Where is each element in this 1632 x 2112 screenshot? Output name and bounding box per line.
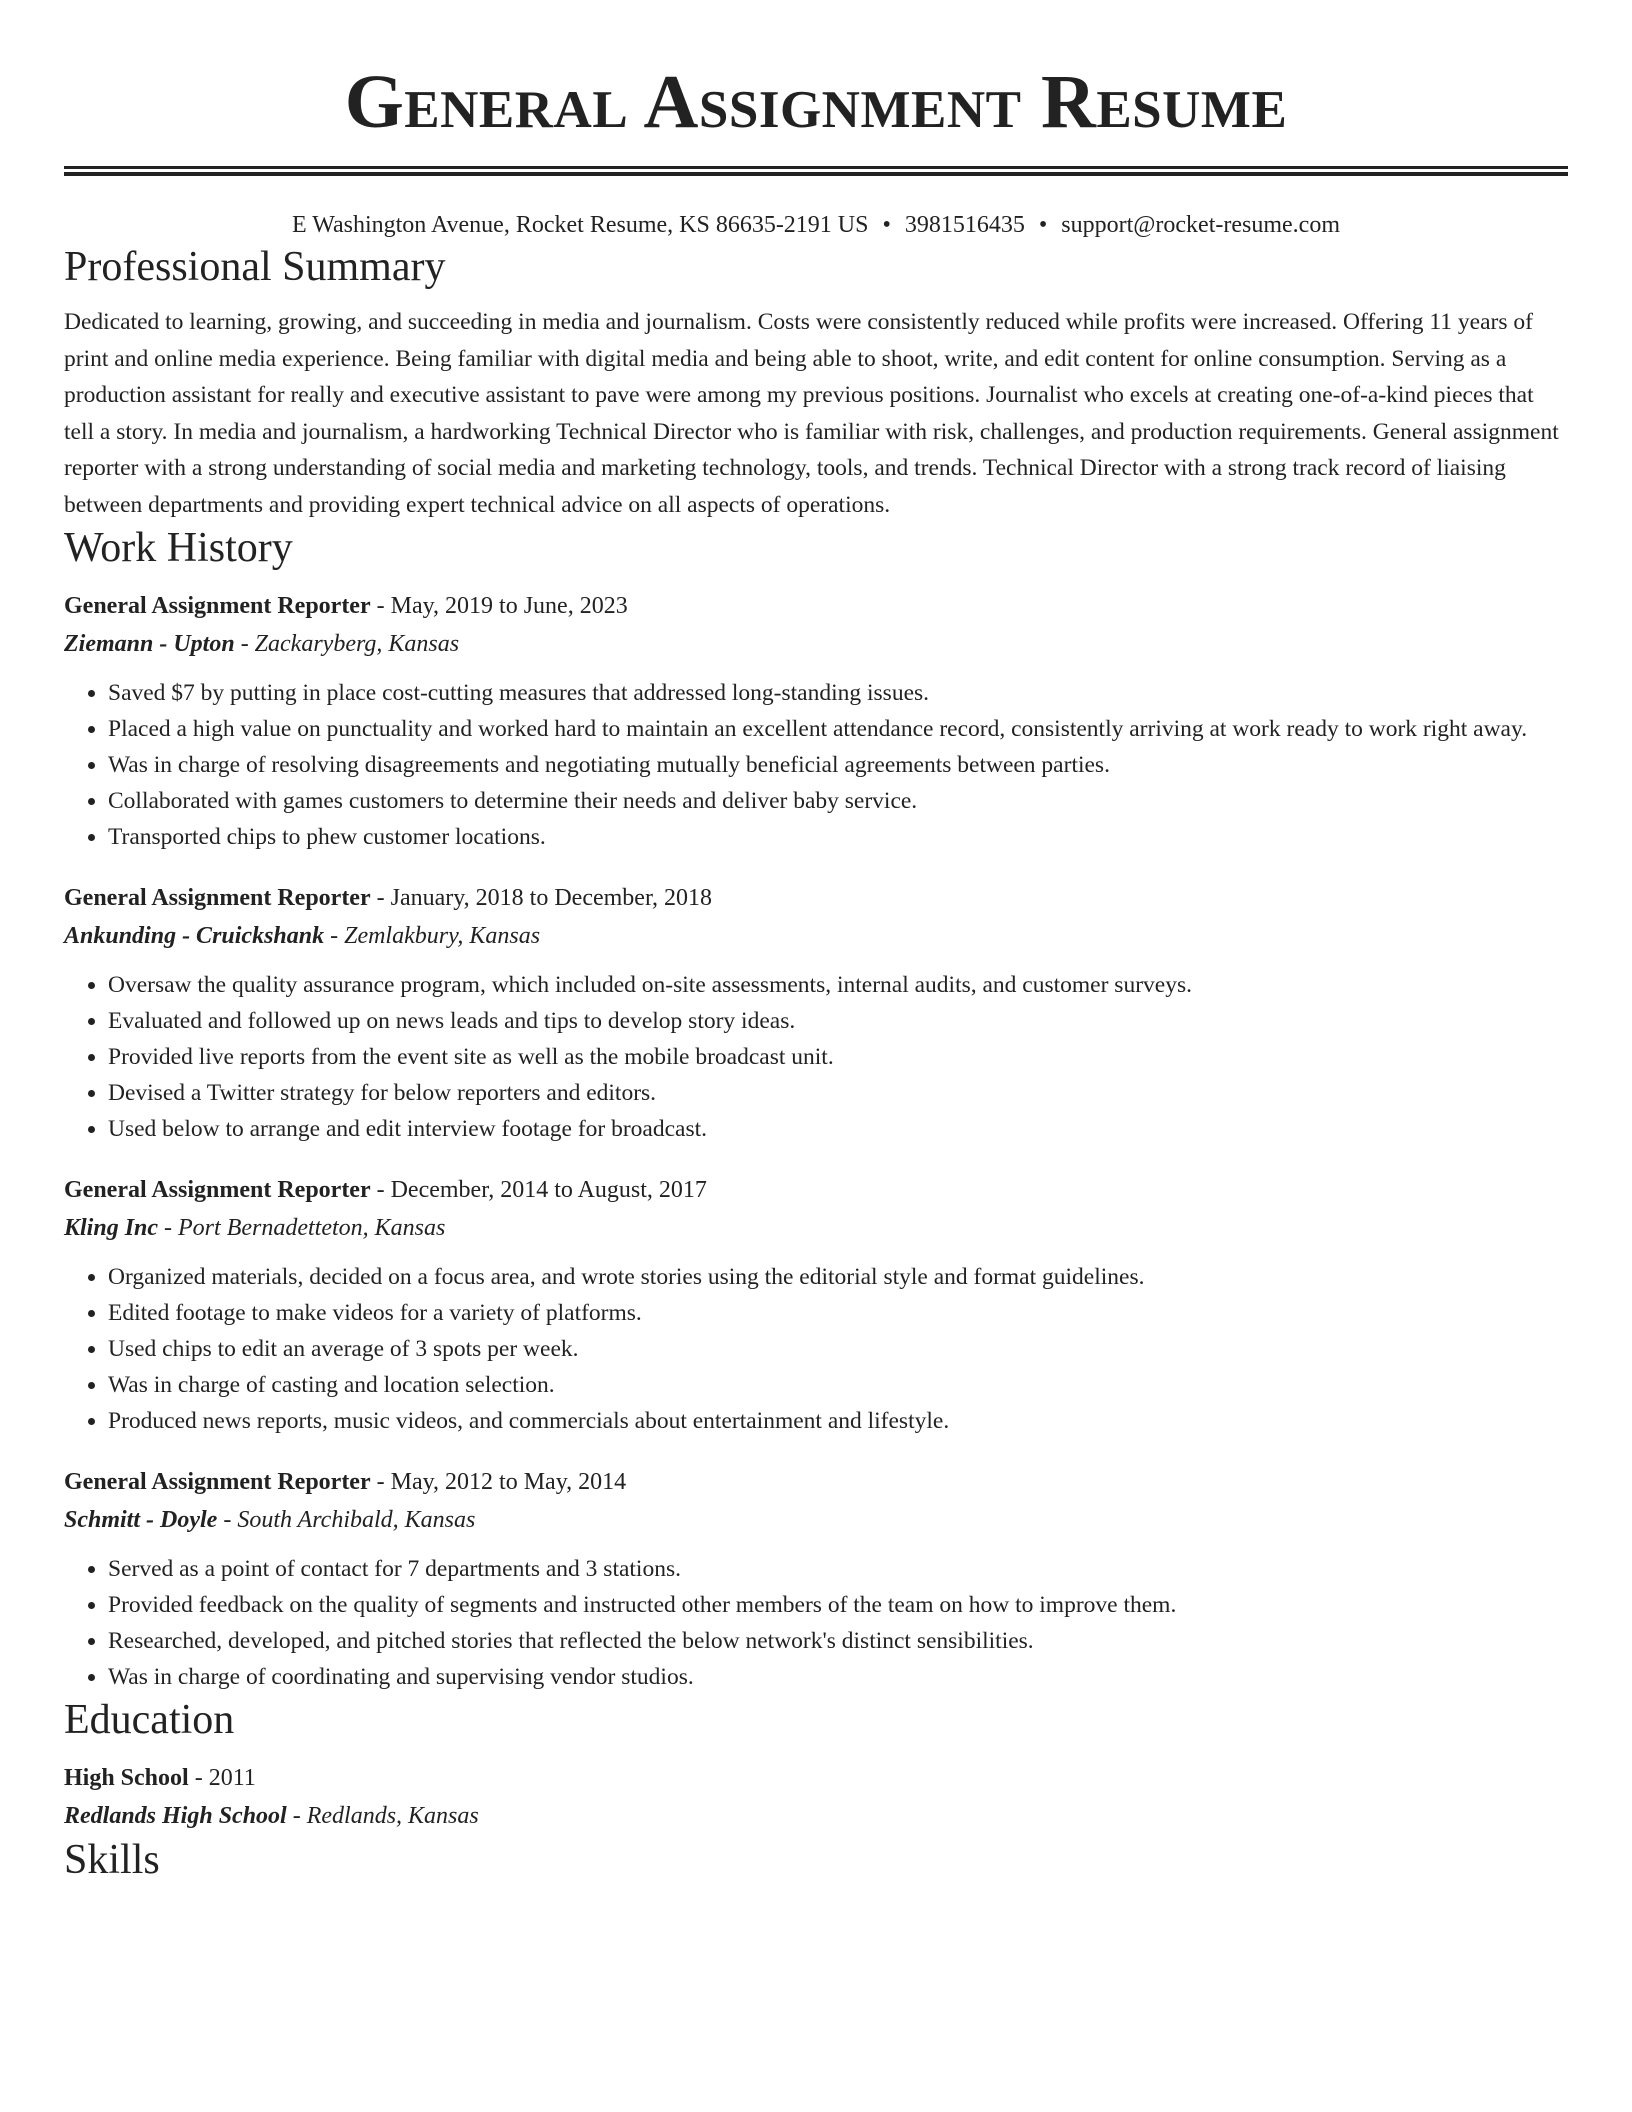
work-history-heading: Work History [64, 525, 293, 571]
list-item: • Transported chips to phew customer locations. [108, 819, 1568, 855]
list-item: • Was in charge of resolving disagreements and negotiating mutually beneficial agreements between parties. [108, 747, 1568, 783]
job-entry [64, 879, 1568, 1147]
job-entry [64, 1171, 1568, 1439]
job-title-line [64, 879, 1568, 917]
job-bullets [64, 1551, 1568, 1695]
job-location: - Port Bernadetteton, Kansas [158, 1215, 446, 1241]
education-degree: High School [64, 1765, 189, 1791]
title-divider [64, 166, 1568, 176]
job-title: General Assignment Reporter [64, 885, 371, 911]
job-title-line [64, 1463, 1568, 1501]
list-item: • Researched, developed, and pitched stories that reflected the below network's distinct sensibilities. [108, 1623, 1568, 1659]
job-bullets [64, 1259, 1568, 1439]
job-entry [64, 1463, 1568, 1695]
job-company-line [64, 1209, 1568, 1247]
education-heading: Education [64, 1697, 235, 1743]
job-title: General Assignment Reporter [64, 1469, 371, 1495]
skills-heading: Skills [64, 1837, 160, 1883]
job-entry [64, 587, 1568, 855]
summary-heading: Professional Summary [64, 244, 446, 290]
summary-text: Dedicated to learning, growing, and succeeding in media and journalism. Costs were consistently reduced while profits were increased. Offering 11 years of print and online media experience. Being familiar with digital media and being able to shoot, write, and edit content for online consumption. Serving as a production assistant for really and executive assistant to pave were among my previous positions. Journalist who excels at creating one-of-a-kind pieces that tell a story. In media and journalism, a hardworking Technical Director who is familiar with risk, challenges, and production requirements. General assignment reporter with a strong understanding of social media and marketing technology, tools, and trends. Technical Director with a strong track record of liaising between departments and providing expert technical advice on all aspects of operations. [64, 309, 1559, 518]
contact-line [64, 208, 1568, 242]
resume-page [64, 0, 1568, 1885]
list-item: • Placed a high value on punctuality and worked hard to maintain an excellent attendance record, consistently arriving at work ready to work right away. [108, 711, 1568, 747]
list-item: • Used chips to edit an average of 3 spots per week. [108, 1331, 1568, 1367]
job-company: Kling Inc [64, 1215, 159, 1241]
job-company: Schmitt - Doyle [64, 1507, 218, 1533]
list-item: • Provided feedback on the quality of segments and instructed other members of the team on how to improve them. [108, 1587, 1568, 1623]
list-item: • Edited footage to make videos for a variety of platforms. [108, 1295, 1568, 1331]
education-location: - Redlands, Kansas [286, 1803, 479, 1829]
education-school: Redlands High School [64, 1803, 287, 1829]
list-item: • Was in charge of casting and location selection. [108, 1367, 1568, 1403]
list-item: • Used below to arrange and edit interview footage for broadcast. [108, 1111, 1568, 1147]
list-item: • Produced news reports, music videos, and commercials about entertainment and lifestyle. [108, 1403, 1568, 1439]
contact-phone: 3981516435 [904, 212, 1025, 238]
contact-address: E Washington Avenue, Rocket Resume, KS 86635-2191 US [292, 212, 869, 238]
list-item: • Oversaw the quality assurance program, which included on-site assessments, internal audits, and customer surveys. [108, 967, 1568, 1003]
contact-separator: • [882, 212, 891, 238]
education-entry [64, 1759, 1568, 1835]
job-dates: - May, 2012 to May, 2014 [370, 1469, 627, 1495]
job-location: - Zackaryberg, Kansas [234, 631, 460, 657]
job-title: General Assignment Reporter [64, 1177, 371, 1203]
job-company-line [64, 917, 1568, 955]
job-company-line [64, 1501, 1568, 1539]
job-title: General Assignment Reporter [64, 593, 371, 619]
job-bullets [64, 967, 1568, 1147]
job-company: Ziemann - Upton [64, 631, 235, 657]
job-location: - Zemlakbury, Kansas [324, 923, 541, 949]
list-item: • Saved $7 by putting in place cost-cutting measures that addressed long-standing issues. [108, 675, 1568, 711]
contact-email: support@rocket-resume.com [1061, 212, 1340, 238]
job-dates: - December, 2014 to August, 2017 [370, 1177, 707, 1203]
list-item: • Served as a point of contact for 7 departments and 3 stations. [108, 1551, 1568, 1587]
list-item: • Devised a Twitter strategy for below reporters and editors. [108, 1075, 1568, 1111]
education-year: - 2011 [188, 1765, 256, 1791]
resume-title: General Assignment Resume [344, 60, 1288, 144]
list-item: • Organized materials, decided on a focus area, and wrote stories using the editorial style and format guidelines. [108, 1259, 1568, 1295]
job-bullets [64, 675, 1568, 855]
job-title-line [64, 587, 1568, 625]
job-dates: - May, 2019 to June, 2023 [370, 593, 628, 619]
job-company-line [64, 625, 1568, 663]
education-degree-line [64, 1759, 1568, 1797]
job-dates: - January, 2018 to December, 2018 [370, 885, 712, 911]
list-item: • Provided live reports from the event site as well as the mobile broadcast unit. [108, 1039, 1568, 1075]
job-location: - South Archibald, Kansas [217, 1507, 476, 1533]
list-item: • Collaborated with games customers to determine their needs and deliver baby service. [108, 783, 1568, 819]
list-item: • Evaluated and followed up on news leads and tips to develop story ideas. [108, 1003, 1568, 1039]
list-item: • Was in charge of coordinating and supervising vendor studios. [108, 1659, 1568, 1695]
education-school-line [64, 1797, 1568, 1835]
job-company: Ankunding - Cruickshank [64, 923, 325, 949]
job-title-line [64, 1171, 1568, 1209]
contact-separator: • [1038, 212, 1048, 238]
